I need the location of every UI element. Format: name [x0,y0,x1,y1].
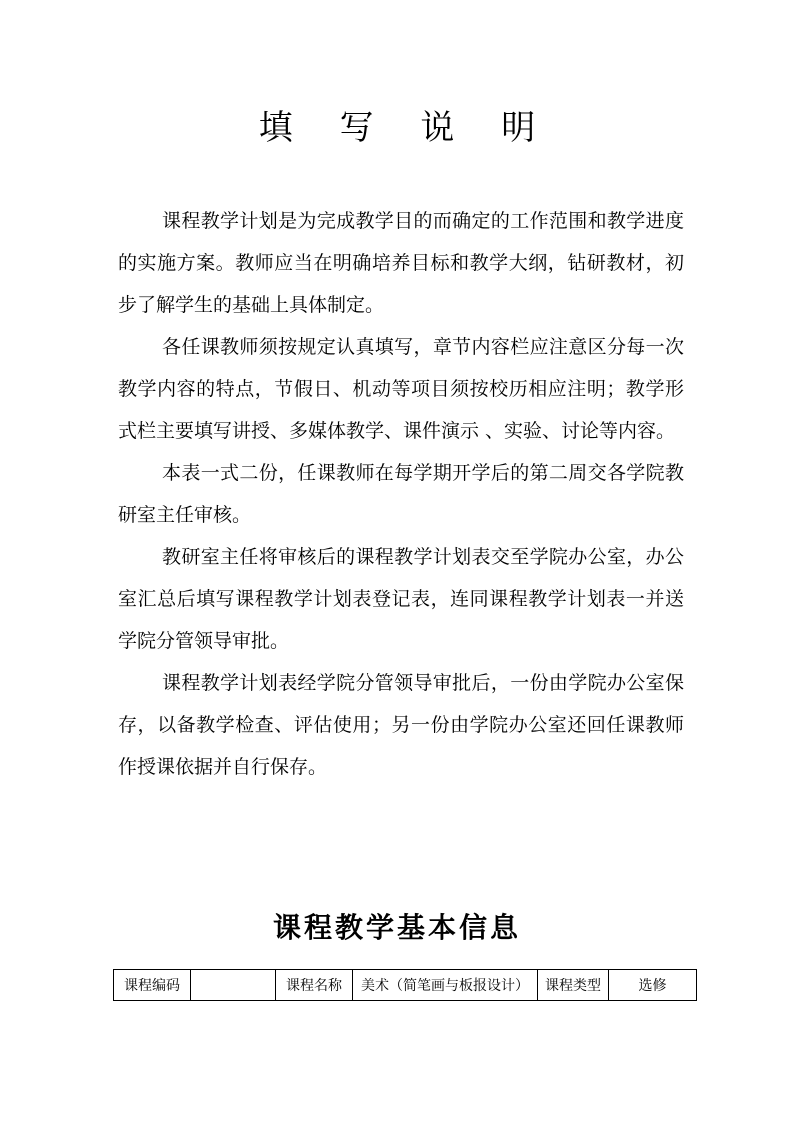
table-row [114,970,697,1001]
section-title: 课程教学基本信息 [272,911,521,944]
course-info-table [113,969,697,1001]
instructions-body [118,200,684,788]
course-name-label: 课程名称 [276,970,353,1001]
course-code-value [191,970,276,1001]
paragraph-3: 本表一式二份，任课教师在每学期开学后的第二周交各学院教研室主任审核。 [118,462,684,526]
page-title: 填 写 说 明 [258,108,554,148]
paragraph-5: 课程教学计划表经学院分管领导审批后，一份由学院办公室保存，以备教学检查、评估使用；另一份由学院办公室还回任课教师作授课依据并自行保存。 [118,672,684,778]
course-type-value: 选修 [609,970,697,1001]
course-code-label: 课程编码 [114,970,191,1001]
paragraph-2: 各任课教师须按规定认真填写，章节内容栏应注意区分每一次教学内容的特点，节假日、机动等项目须按校历相应注明；教学形式栏主要填写讲授、多媒体教学、课件演示 、实验、讨论等内容。 [118,336,684,442]
paragraph-1: 课程教学计划是为完成教学目的而确定的工作范围和教学进度的实施方案。教师应当在明确培养目标和教学大纲，钻研教材，初步了解学生的基础上具体制定。 [118,210,684,316]
paragraph-4: 教研室主任将审核后的课程教学计划表交至学院办公室，办公室汇总后填写课程教学计划表登记表，连同课程教学计划表一并送学院分管领导审批。 [118,546,684,652]
course-name-value: 美术（简笔画与板报设计） [353,970,538,1001]
course-type-label: 课程类型 [538,970,609,1001]
